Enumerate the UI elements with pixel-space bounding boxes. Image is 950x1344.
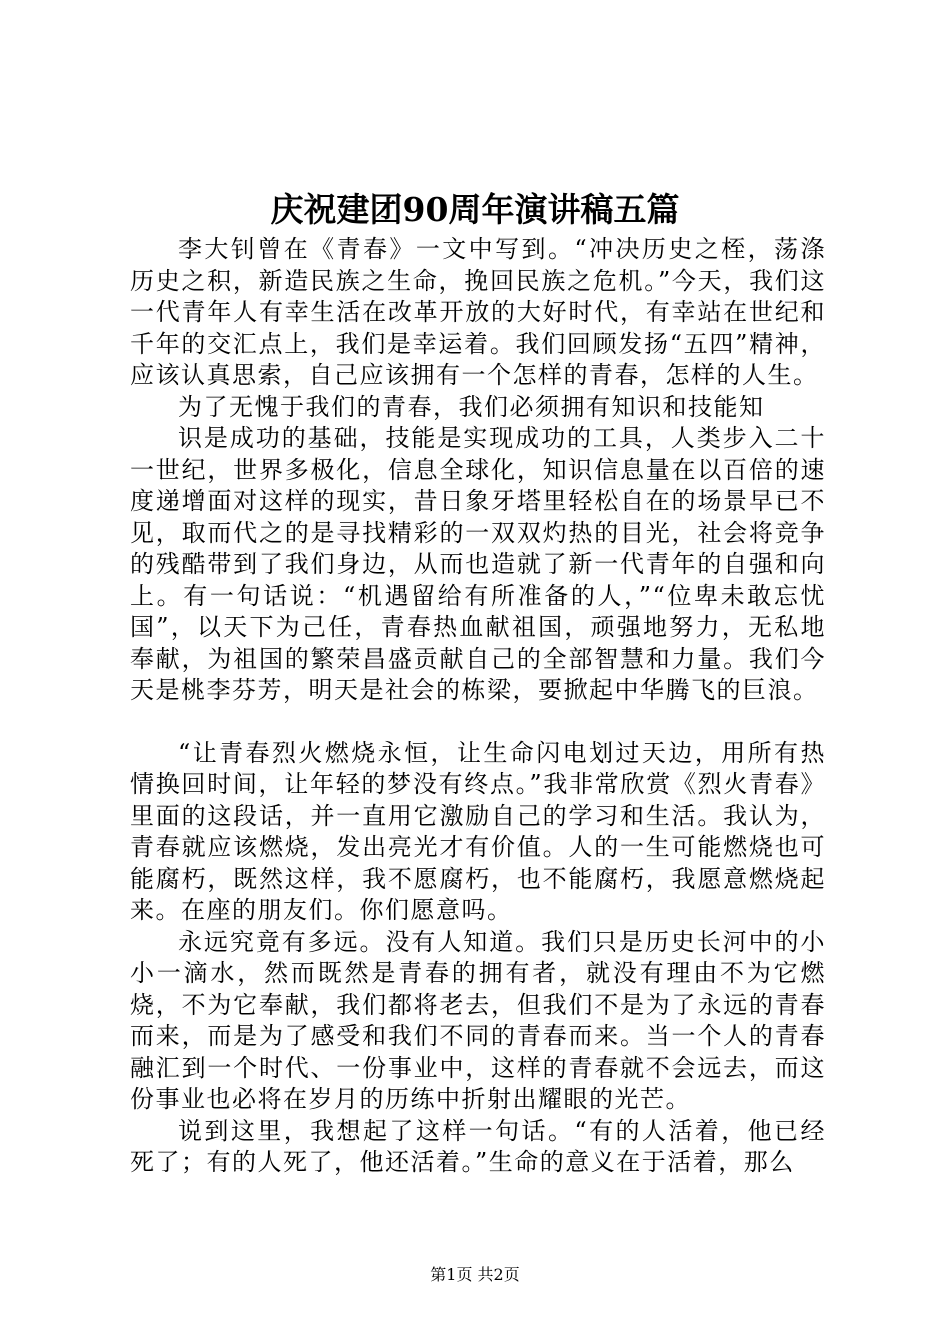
page-footer: 第1页 共2页	[430, 1265, 520, 1284]
paragraph-5: 永远究竟有多远。没有人知道。我们只是历史长河中的小小一滴水，然而既然是青春的拥有者，就没有理由不为它燃烧，不为它奉献，我们都将老去，但我们不是为了永远的青春而来，而是为了感受和我们不同的青春而来。当一个人的青春融汇到一个时代、一份事业中，这样的青春就不会远去，而这份事业也必将在岁月的历练中折射出耀眼的光芒。	[130, 927, 826, 1113]
paragraph-4: “让青春烈火燃烧永恒，让生命闪电划过天边，用所有热情换回时间，让年轻的梦没有终点。”我非常欣赏《烈火青春》里面的这段话，并一直用它激励自己的学习和生活。我认为，青春就应该燃烧，发出亮光才有价值。人的一生可能燃烧也可能腐朽，既然这样，我不愿腐朽，也不能腐朽，我愿意燃烧起来。在座的朋友们。你们愿意吗。	[130, 738, 826, 924]
document-title: 庆祝建团90周年演讲稿五篇	[270, 190, 680, 229]
paragraph-6: 说到这里，我想起了这样一句话。“有的人活着，他已经死了；有的人死了，他还活着。”生命的意义在于活着，那么	[130, 1116, 826, 1176]
document-body	[130, 234, 826, 1179]
paragraph-1: 李大钊曾在《青春》一文中写到。“冲决历史之桎，荡涤历史之积，新造民族之生命，挽回民族之危机。”今天，我们这一代青年人有幸生活在改革开放的大好时代，有幸站在世纪和千年的交汇点上，我们是幸运着。我们回顾发扬“五四”精神，应该认真思索，自己应该拥有一个怎样的青春，怎样的人生。	[130, 235, 826, 389]
paragraph-2: 为了无愧于我们的青春，我们必须拥有知识和技能知	[178, 392, 765, 421]
paragraph-3: 识是成功的基础，技能是实现成功的工具，人类步入二十一世纪，世界多极化，信息全球化，知识信息量在以百倍的速度递增面对这样的现实，昔日象牙塔里轻松自在的场景早已不见，取而代之的是寻找精彩的一双双灼热的目光，社会将竞争的残酷带到了我们身边，从而也造就了新一代青年的自强和向上。有一句话说：“机遇留给有所准备的人，”“位卑未敢忘忧国”，以天下为己任，青春热血献祖国，顽强地努力，无私地奉献，为祖国的繁荣昌盛贡献自己的全部智慧和力量。我们今天是桃李芬芳，明天是社会的栋梁，要掀起中华腾飞的巨浪。	[130, 424, 826, 704]
